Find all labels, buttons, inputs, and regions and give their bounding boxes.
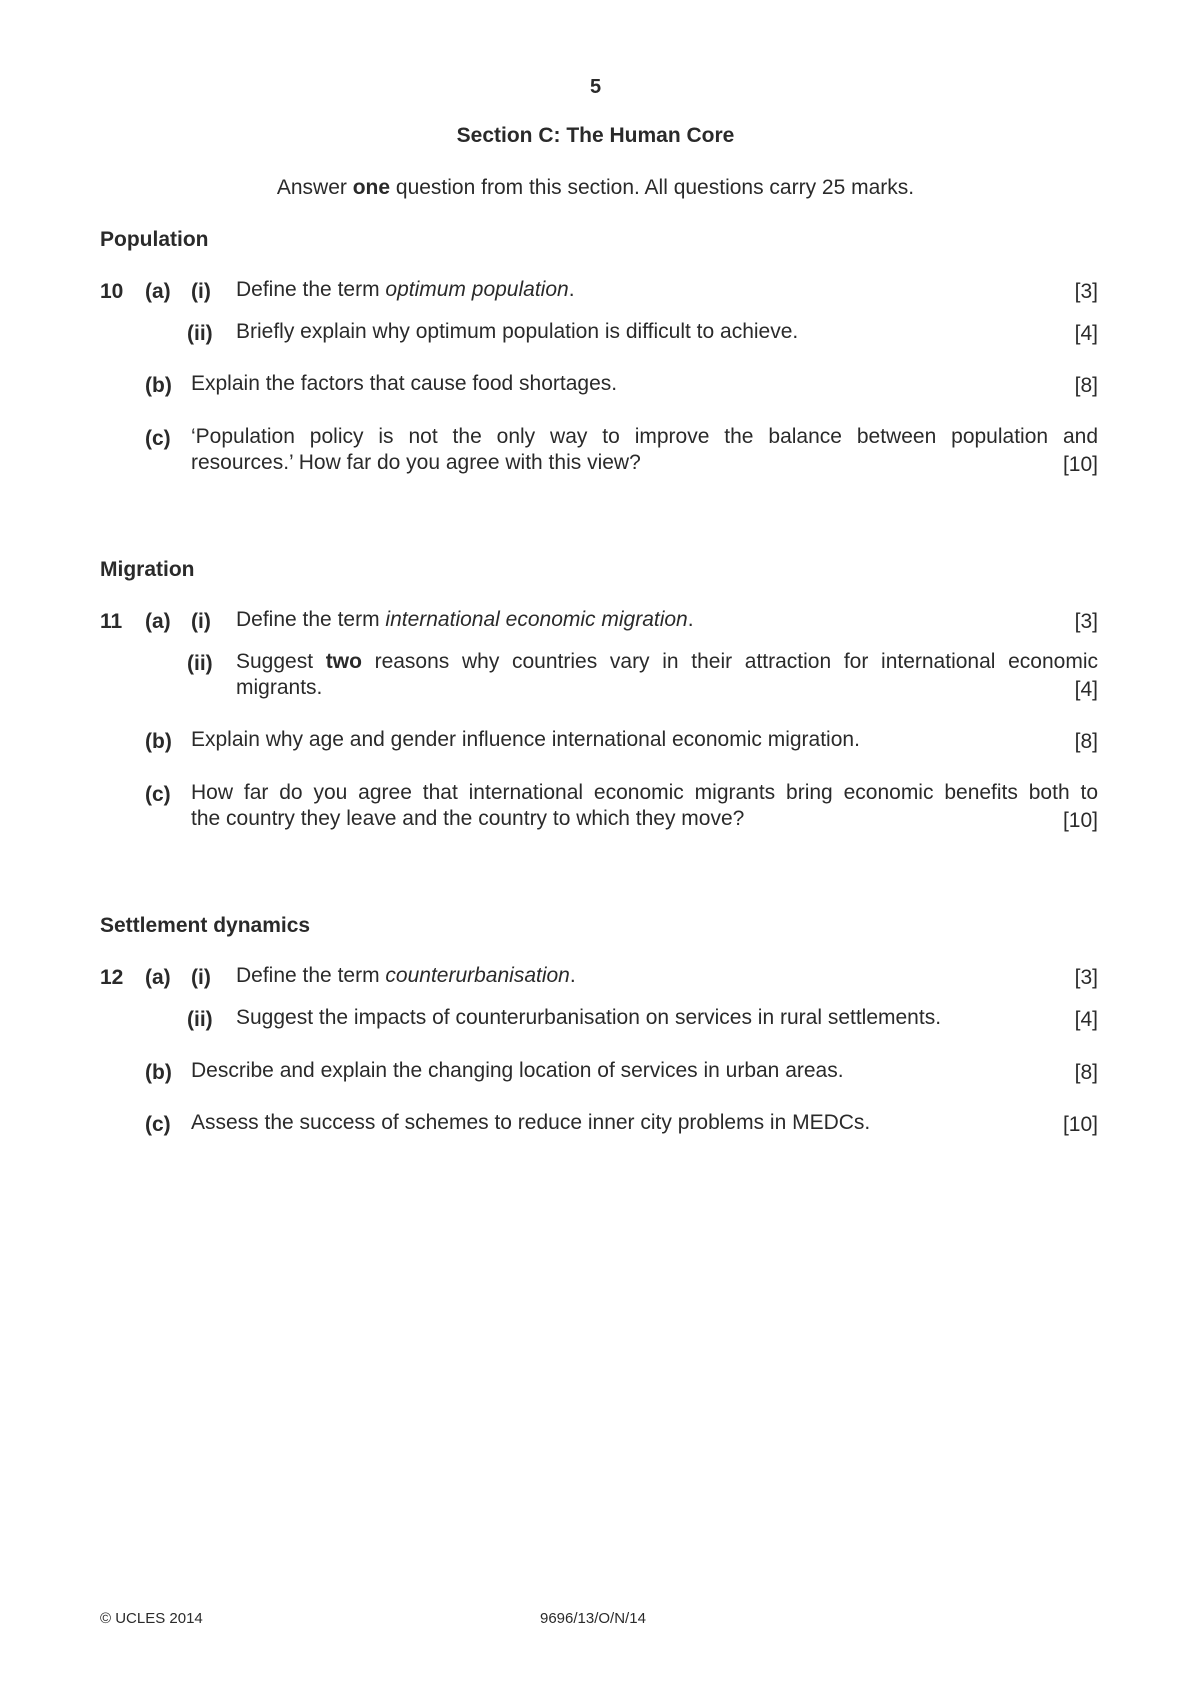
q11-a-ii-bold: two (325, 650, 362, 673)
q10-part-c-label: (c) (145, 427, 171, 450)
q10-c-line-1: ‘Population policy is not the only way to improve the balance between population and (191, 425, 1098, 448)
q10-a-i-text (236, 277, 575, 303)
question-number-10: 10 (100, 280, 124, 303)
q10-c-mark: [10] (1062, 453, 1098, 476)
q11-a-ii-line-2: migrants. (236, 676, 323, 699)
q11-a-i-post: . (687, 608, 694, 631)
q11-b-mark: [8] (1074, 730, 1098, 753)
q10-b-mark: [8] (1074, 374, 1098, 397)
instruction (0, 176, 1191, 200)
q12-a-i-mark: [3] (1074, 966, 1098, 989)
footer-paper-code: 9696/13/O/N/14 (540, 1610, 646, 1627)
q11-part-a-label: (a) (145, 610, 171, 633)
q12-part-b-label: (b) (145, 1061, 172, 1084)
q11-a-ii-pre: Suggest (236, 650, 326, 673)
q11-part-c-label: (c) (145, 783, 171, 806)
q12-b-mark: [8] (1074, 1061, 1098, 1084)
instruction-bold: one (352, 176, 391, 199)
q12-a-i-pre: Define the term (236, 964, 386, 987)
q10-a-i-term: optimum population (385, 278, 569, 301)
q12-a-ii-mark: [4] (1074, 1008, 1098, 1031)
q10-part-a-label: (a) (145, 280, 171, 303)
topic-heading-migration: Migration (100, 558, 195, 581)
q12-a-i-text (236, 963, 576, 989)
q12-b-text: Describe and explain the changing location of services in urban areas. (191, 1059, 844, 1082)
q11-b-text: Explain why age and gender influence international economic migration. (191, 728, 860, 751)
section-title: Section C: The Human Core (456, 124, 735, 147)
q12-a-i-label: (i) (191, 966, 211, 989)
q11-a-ii-label: (ii) (187, 652, 213, 675)
q11-a-ii-mark: [4] (1074, 678, 1098, 701)
q11-c-mark: [10] (1062, 809, 1098, 832)
q12-a-i-term: counterurbanisation (385, 964, 570, 987)
topic-heading-settlement-dynamics: Settlement dynamics (100, 914, 311, 937)
instruction-pre: Answer (276, 176, 353, 199)
instruction-post: question from this section. All questions carry 25 marks. (390, 176, 915, 199)
q11-a-ii-line-1 (236, 649, 1098, 675)
q10-a-ii-mark: [4] (1074, 322, 1098, 345)
q11-c-line-2: the country they leave and the country to which they move? (191, 807, 745, 830)
question-number-11: 11 (100, 610, 123, 633)
q12-part-a-label: (a) (145, 966, 171, 989)
q11-a-ii-post: reasons why countries vary in their attraction for international economic (361, 650, 1098, 673)
q11-a-i-mark: [3] (1074, 610, 1098, 633)
q12-part-c-label: (c) (145, 1113, 171, 1136)
q12-a-ii-label: (ii) (187, 1008, 213, 1031)
q10-part-b-label: (b) (145, 374, 172, 397)
page-number: 5 (589, 76, 602, 98)
q12-c-text: Assess the success of schemes to reduce inner city problems in MEDCs. (191, 1111, 871, 1134)
q12-c-mark: [10] (1062, 1113, 1098, 1136)
q11-a-i-text (236, 607, 694, 633)
footer-copyright: © UCLES 2014 (100, 1610, 203, 1627)
q11-a-i-term: international economic migration (385, 608, 688, 631)
q10-a-ii-text: Briefly explain why optimum population is difficult to achieve. (236, 320, 799, 343)
question-number-12: 12 (100, 966, 124, 989)
q10-a-i-mark: [3] (1074, 280, 1098, 303)
q11-part-b-label: (b) (145, 730, 172, 753)
q11-a-i-label: (i) (191, 610, 211, 633)
q10-b-text: Explain the factors that cause food shortages. (191, 372, 618, 395)
topic-heading-population: Population (100, 228, 209, 251)
q11-a-i-pre: Define the term (236, 608, 386, 631)
q11-c-line-1: How far do you agree that international economic migrants bring economic benefits both to (191, 781, 1098, 804)
q10-a-i-post: . (568, 278, 575, 301)
q10-c-line-2: resources.’ How far do you agree with this view? (191, 451, 641, 474)
q12-a-i-post: . (569, 964, 576, 987)
q10-a-i-label: (i) (191, 280, 211, 303)
q12-a-ii-text: Suggest the impacts of counterurbanisation on services in rural settlements. (236, 1006, 942, 1029)
q10-a-ii-label: (ii) (187, 322, 213, 345)
q10-a-i-pre: Define the term (236, 278, 386, 301)
